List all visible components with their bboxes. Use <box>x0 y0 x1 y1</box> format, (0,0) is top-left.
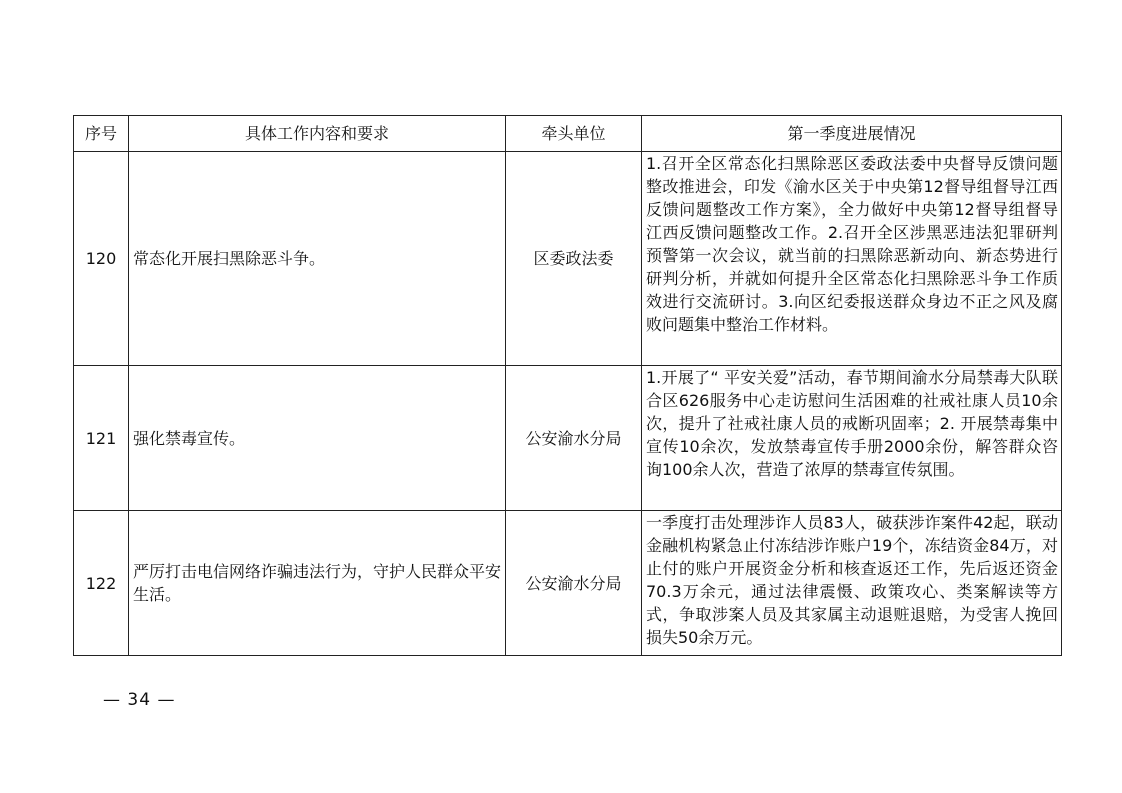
header-task: 具体工作内容和要求 <box>129 116 506 152</box>
row-progress: 1.召开全区常态化扫黑除恶区委政法委中央督导反馈问题整改推进会，印发《渝水区关于中央第12督导组督导江西反馈问题整改工作方案》，全力做好中央第12督导组督导江西反馈问题整改工作。2.召开全区涉黑恶违法犯罪研判预警第一次会议，就当前的扫黑除恶新动向、新态势进行研判分析，并就如何提升全区常态化扫黑除恶斗争工作质效进行交流研讨。3.向区纪委报送群众身边不正之风及腐败问题集中整治工作材料。 <box>642 152 1062 366</box>
row-unit: 区委政法委 <box>506 152 642 366</box>
row-num: 121 <box>74 366 129 511</box>
progress-table <box>73 115 1062 656</box>
row-unit: 公安渝水分局 <box>506 511 642 656</box>
row-num: 120 <box>74 152 129 366</box>
table-header-row <box>74 116 1062 152</box>
row-task: 严厉打击电信网络诈骗违法行为，守护人民群众平安生活。 <box>129 511 506 656</box>
table-row <box>74 511 1062 656</box>
row-progress: 1.开展了“ 平安关爱”活动，春节期间渝水分局禁毒大队联合区626服务中心走访慰问生活困难的社戒社康人员10余次，提升了社戒社康人员的戒断巩固率；2. 开展禁毒集中宣传10余次，发放禁毒宣传手册2000余份，解答群众咨询100余人次，营造了浓厚的禁毒宣传氛围。 <box>642 366 1062 511</box>
page-number: — 34 — <box>103 690 176 710</box>
header-unit: 牵头单位 <box>506 116 642 152</box>
header-progress: 第一季度进展情况 <box>642 116 1062 152</box>
table-row <box>74 366 1062 511</box>
row-progress: 一季度打击处理涉诈人员83人，破获涉诈案件42起，联动金融机构紧急止付冻结涉诈账户19个，冻结资金84万，对止付的账户开展资金分析和核查返还工作，先后返还资金70.3万余元，通过法律震慑、政策攻心、类案解读等方式，争取涉案人员及其家属主动退赃退赔，为受害人挽回损失50余万元。 <box>642 511 1062 656</box>
table-row <box>74 152 1062 366</box>
row-task: 常态化开展扫黑除恶斗争。 <box>129 152 506 366</box>
row-unit: 公安渝水分局 <box>506 366 642 511</box>
header-num: 序号 <box>74 116 129 152</box>
row-num: 122 <box>74 511 129 656</box>
row-task: 强化禁毒宣传。 <box>129 366 506 511</box>
